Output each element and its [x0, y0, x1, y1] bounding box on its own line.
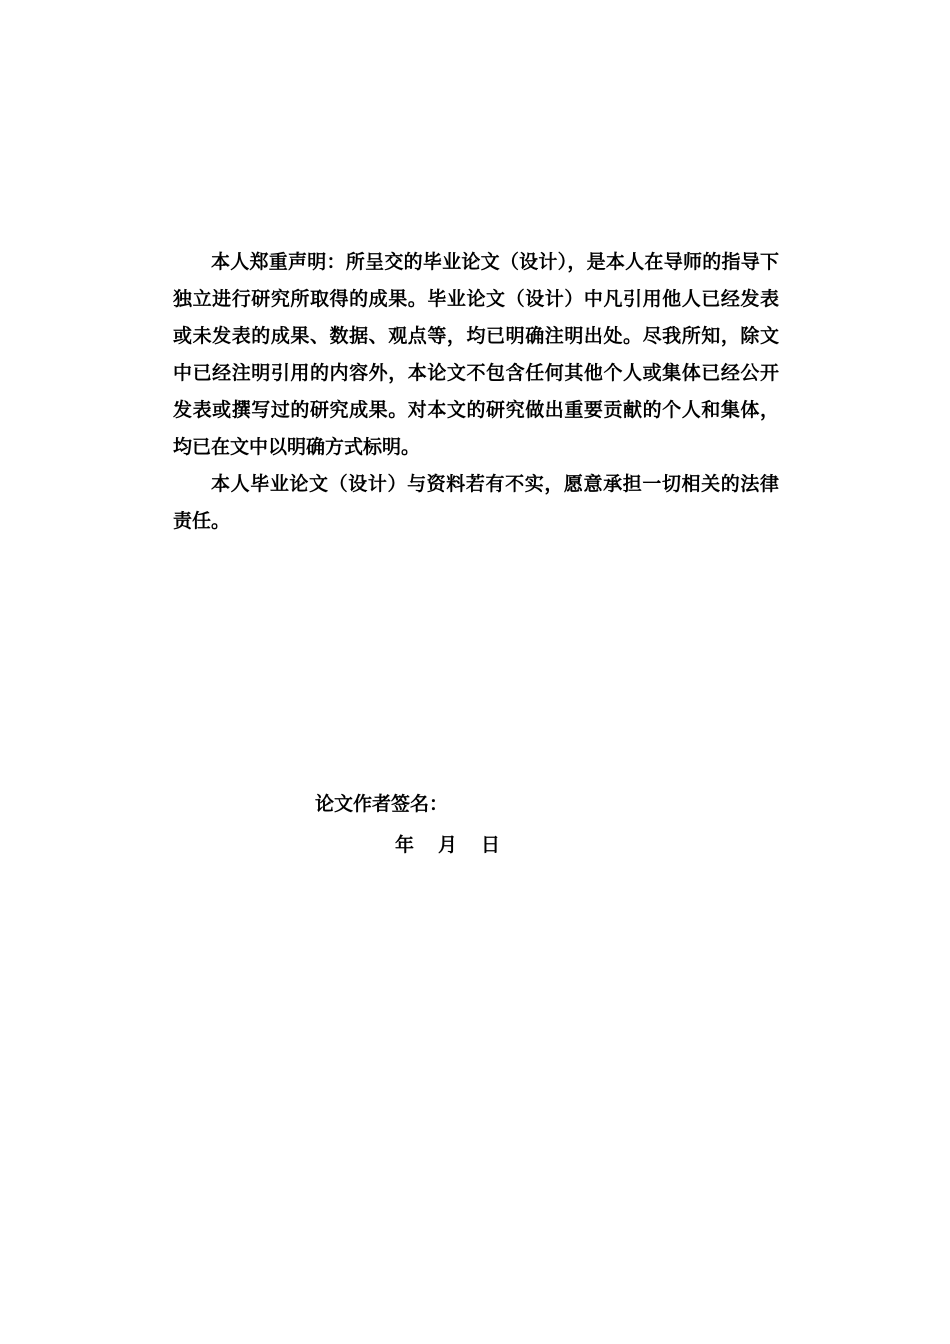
date-day-label: 日 — [481, 834, 501, 856]
date-month-label: 月 — [438, 834, 458, 856]
date-year-label: 年 — [395, 834, 415, 856]
author-signature-label: 论文作者签名： — [315, 793, 449, 815]
declaration-text — [173, 244, 779, 540]
declaration-paragraph-2: 本人毕业论文（设计）与资料若有不实，愿意承担一切相关的法律责任。 — [173, 473, 779, 532]
signature-date — [395, 830, 500, 860]
declaration-paragraph-1: 本人郑重声明：所呈交的毕业论文（设计），是本人在导师的指导下独立进行研究所取得的成果。毕业论文（设计）中凡引用他人已经发表或未发表的成果、数据、观点等，均已明确注明出处。尽我所知，除文中已经注明引用的内容外，本论文不包含任何其他个人或集体已经公开发表或撰写过的研究成果。对本文的研究做出重要贡献的个人和集体，均已在文中以明确方式标明。 — [173, 251, 779, 458]
